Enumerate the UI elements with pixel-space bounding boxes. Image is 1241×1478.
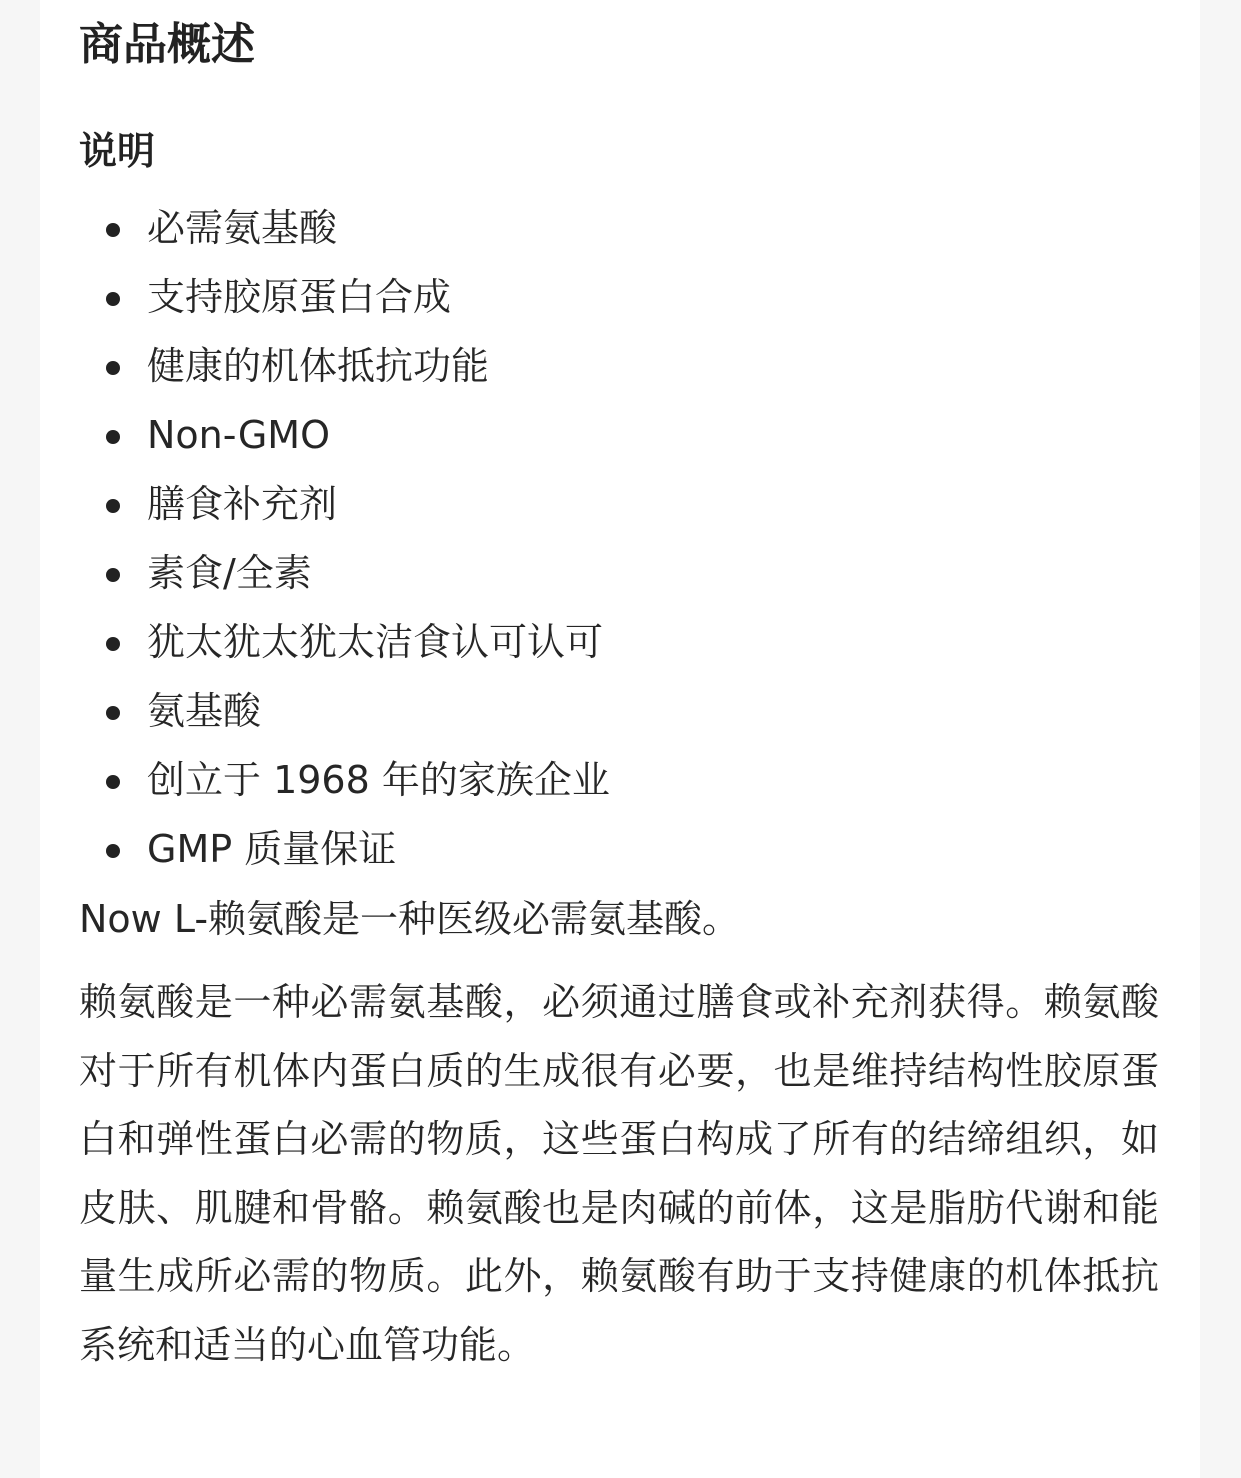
list-item [79,608,1160,677]
feature-text: 素食/全素 [147,551,312,595]
description-heading: 说明 [79,129,156,173]
bullet-icon [106,430,120,444]
feature-text: 健康的机体抵抗功能 [147,344,490,388]
bullet-icon [106,223,120,237]
bullet-icon [106,844,120,858]
list-item [79,263,1160,332]
bullet-icon [106,568,120,582]
feature-list [79,194,1160,884]
bullet-icon [106,775,120,789]
bullet-icon [106,292,120,306]
feature-text: 氨基酸 [147,689,262,733]
section-title: 商品概述 [79,19,255,70]
list-item [79,401,1160,470]
feature-text: 创立于 1968 年的家族企业 [147,758,610,802]
bullet-icon [106,637,120,651]
list-item [79,677,1160,746]
feature-text: 必需氨基酸 [147,206,338,250]
bullet-icon [106,706,120,720]
list-item [79,746,1160,815]
product-overview-panel [40,0,1200,1478]
feature-text: 膳食补充剂 [147,482,338,526]
bullet-icon [106,361,120,375]
list-item [79,194,1160,263]
feature-text: GMP 质量保证 [147,827,397,871]
bullet-icon [106,499,120,513]
list-item [79,539,1160,608]
description-paragraph: 赖氨酸是一种必需氨基酸，必须通过膳食或补充剂获得。赖氨酸对于所有机体内蛋白质的生成很有必要，也是维持结构性胶原蛋白和弹性蛋白必需的物质，这些蛋白构成了所有的结缔组织，如皮肤、肌腱和骨骼。赖氨酸也是肉碱的前体，这是脂肪代谢和能量生成所必需的物质。此外，赖氨酸有助于支持健康的机体抵抗系统和适当的心血管功能。 [79,980,1159,1367]
feature-text: Non-GMO [147,413,331,457]
lead-paragraph: Now L-赖氨酸是一种医级必需氨基酸。 [79,897,741,941]
feature-text: 支持胶原蛋白合成 [147,275,452,319]
list-item [79,470,1160,539]
feature-text: 犹太犹太犹太洁食认可认可 [147,620,604,664]
list-item [79,815,1160,884]
list-item [79,332,1160,401]
